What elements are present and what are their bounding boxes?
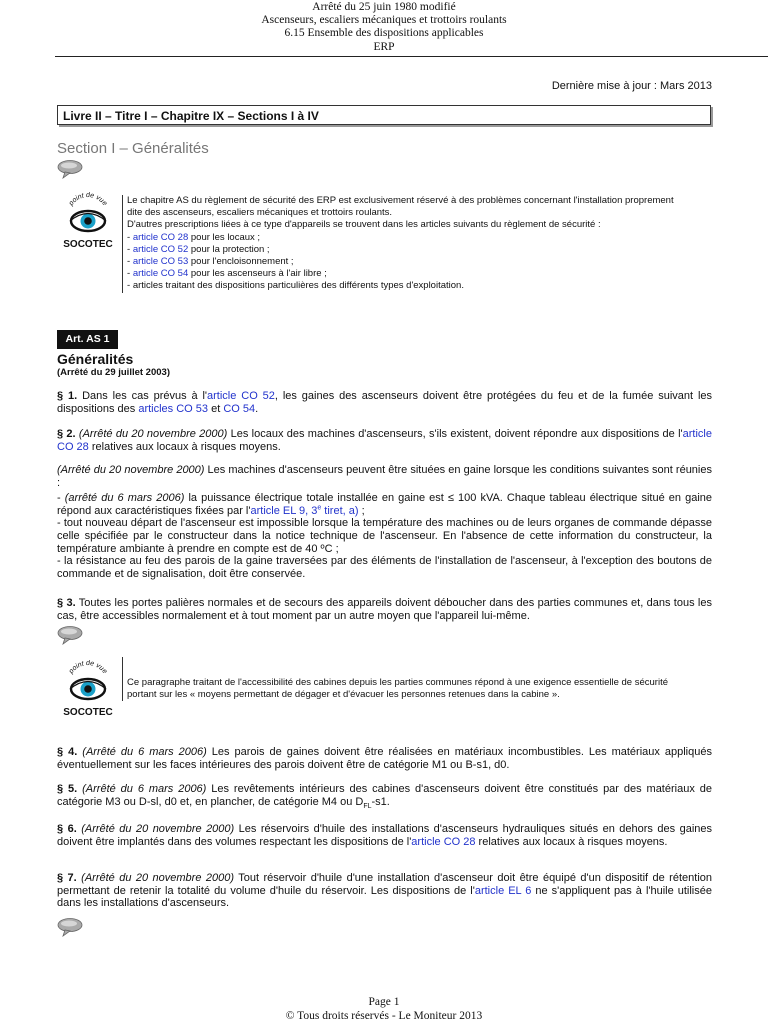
paragraph-3: § 3. Toutes les portes palières normales et de secours des appareils doivent déboucher dans des parties communes et, dans tous les cas, être accessibles normalement et à tout moment par un autre moyen que l'appareil lui-même.: [57, 597, 712, 622]
note-item: - article CO 53 pour l'encloisonnement ;: [127, 256, 294, 268]
header-divider: [55, 56, 768, 57]
svg-text:point de vue: [67, 192, 108, 208]
note-item: - article CO 54 pour les ascenseurs à l'air libre ;: [127, 268, 327, 280]
article-title: Généralités: [57, 351, 134, 367]
header-line-3: 6.15 Ensemble des dispositions applicables: [284, 27, 484, 40]
note-item: - articles traitant des dispositions particulières des différents types d'exploitation.: [127, 280, 464, 292]
paragraph-2-conditions: (Arrêté du 20 novembre 2000) Les machines d'ascenseurs peuvent être situées en gaine lorsque les conditions suivantes sont réunies : - (arrêté du 6 mars 2006) la puissance électrique totale installée en gaine est ≤ 100 kVA. Chaque tableau électrique situé en gaine répond aux caractéristiques fixées par l'article EL 9, 3e tiret, a) ; - tout nouveau départ de l'ascenseur est impossible lorsque la température des machines ou de leurs organes de commande dépasse celle spécifiée par le constructeur dans la notice technique de l'ascenseur. En l'absence de cette information du constructeur, la température ambiante à prendre en compte est de 40 ºC ; - la résistance au feu des parois de la gaine traversées par des éléments de l'installation de l'ascenseur, à l'exception des boutons de commande et de signalisation, doit être conservée.: [57, 464, 712, 580]
header-line-4: ERP: [373, 40, 395, 53]
note-item: - article CO 28 pour les locaux ;: [127, 231, 261, 243]
logo-top-text: point de vue: [67, 192, 109, 208]
paragraph-1: § 1. Dans les cas prévus à l'article CO 52, les gaines des ascenseurs doivent être protégées du feu et de la fumée suivant les dispositions des articles CO 53 et CO 54.: [57, 390, 712, 415]
link-article-co-53[interactable]: article CO 53: [132, 256, 189, 268]
breadcrumb: Livre II – Titre I – Chapitre IX – Sections I à IV: [57, 105, 711, 125]
note-intro-2: D'autres prescriptions liées à ce type d'appareils se trouvent dans les articles suivants du règlement de sécurité :: [127, 219, 601, 231]
socotec-logo-icon: [57, 660, 119, 718]
note-text: Ce paragraphe traitant de l'accessibilité des cabines depuis les parties communes répond à une exigence essentielle de sécurité portant sur les « moyens permettant de dégager et d'évacuer les personnes retenues dans la cabine ».: [127, 677, 668, 701]
comment-bubble-icon[interactable]: [57, 625, 83, 645]
link-article-co-28[interactable]: article CO 28: [411, 835, 476, 848]
page-footer: [0, 996, 768, 1023]
socotec-note-2: [122, 657, 692, 701]
link-article-co-52[interactable]: article CO 52: [132, 243, 189, 255]
link-co-54[interactable]: CO 54: [223, 402, 256, 415]
copyright: © Tous droits réservés - Le Moniteur 2013: [285, 1009, 483, 1022]
link-articles-co-53[interactable]: articles CO 53: [138, 402, 209, 415]
logo-top-text: point de vue: [67, 660, 109, 676]
paragraph-6: § 6. (Arrêté du 20 novembre 2000) Les réservoirs d'huile des installations d'ascenseurs hydrauliques situés en dehors des gaines doivent être implantés dans des volumes respectant les dispositions de l'article CO 28 relatives aux locaux à risques moyens.: [57, 823, 712, 848]
comment-bubble-icon[interactable]: [57, 159, 83, 179]
running-header: [0, 1, 768, 54]
svg-text:point de vue: [67, 660, 108, 676]
header-line-2: Ascenseurs, escaliers mécaniques et trottoirs roulants: [261, 14, 507, 27]
section-title: Section I – Généralités: [57, 140, 209, 157]
paragraph-4: § 4. (Arrêté du 6 mars 2006) Les parois de gaines doivent être réalisées en matériaux incombustibles. Les matériaux appliqués éventuellement sur les faces intérieures des parois doivent être de catégorie M1 ou B-s1, d0.: [57, 746, 712, 771]
socotec-logo-icon: [57, 192, 119, 250]
note-list: [127, 232, 685, 293]
link-article-co-54[interactable]: article CO 54: [132, 268, 189, 280]
logo-brand: SOCOTEC: [63, 239, 113, 250]
article-badge: Art. AS 1: [57, 330, 118, 349]
link-article-el-6[interactable]: article EL 6: [474, 884, 532, 897]
paragraph-2: § 2. (Arrêté du 20 novembre 2000) Les locaux des machines d'ascenseurs, s'ils existent, doivent répondre aux dispositions de l'article CO 28 relatives aux locaux à risques moyens.: [57, 428, 712, 453]
link-article-co-28[interactable]: article CO 28: [57, 428, 712, 453]
note-item: - article CO 52 pour la protection ;: [127, 243, 270, 255]
link-article-el-9[interactable]: article EL 9, 3e tiret, a): [250, 504, 359, 517]
paragraph-5: § 5. (Arrêté du 6 mars 2006) Les revêtements intérieurs des cabines d'ascenseurs doivent être constitués par des matériaux de catégorie M3 ou D-sl, d0 et, en plancher, de catégorie M4 ou $D_{FL}-s1$.: [57, 783, 712, 810]
page-number: Page 1: [368, 996, 400, 1008]
last-update: Dernière mise à jour : Mars 2013: [551, 80, 712, 92]
logo-brand: SOCOTEC: [63, 707, 113, 718]
comment-bubble-icon[interactable]: [57, 917, 83, 937]
article-subtitle: (Arrêté du 29 juillet 2003): [57, 367, 170, 378]
link-article-co-52[interactable]: article CO 52: [207, 390, 275, 402]
header-line-1: Arrêté du 25 juin 1980 modifié: [312, 1, 456, 13]
link-article-co-28[interactable]: article CO 28: [132, 231, 189, 243]
paragraph-7: § 7. (Arrêté du 20 novembre 2000) Tout réservoir d'huile d'une installation d'ascenseur doit être équipé d'un dispositif de rétention permettant de retenir la totalité du volume d'huile du réservoir. Les dispositions de l'article EL 6 ne s'appliquent pas à l'huile utilisée dans les installations d'ascenseurs.: [57, 872, 712, 910]
note-intro: Le chapitre AS du règlement de sécurité des ERP est exclusivement réservé à des problèmes concernant l'installation proprement dite des ascenseurs, escaliers mécaniques et trottoirs roulants.: [127, 195, 674, 219]
socotec-note-1: [122, 195, 685, 293]
